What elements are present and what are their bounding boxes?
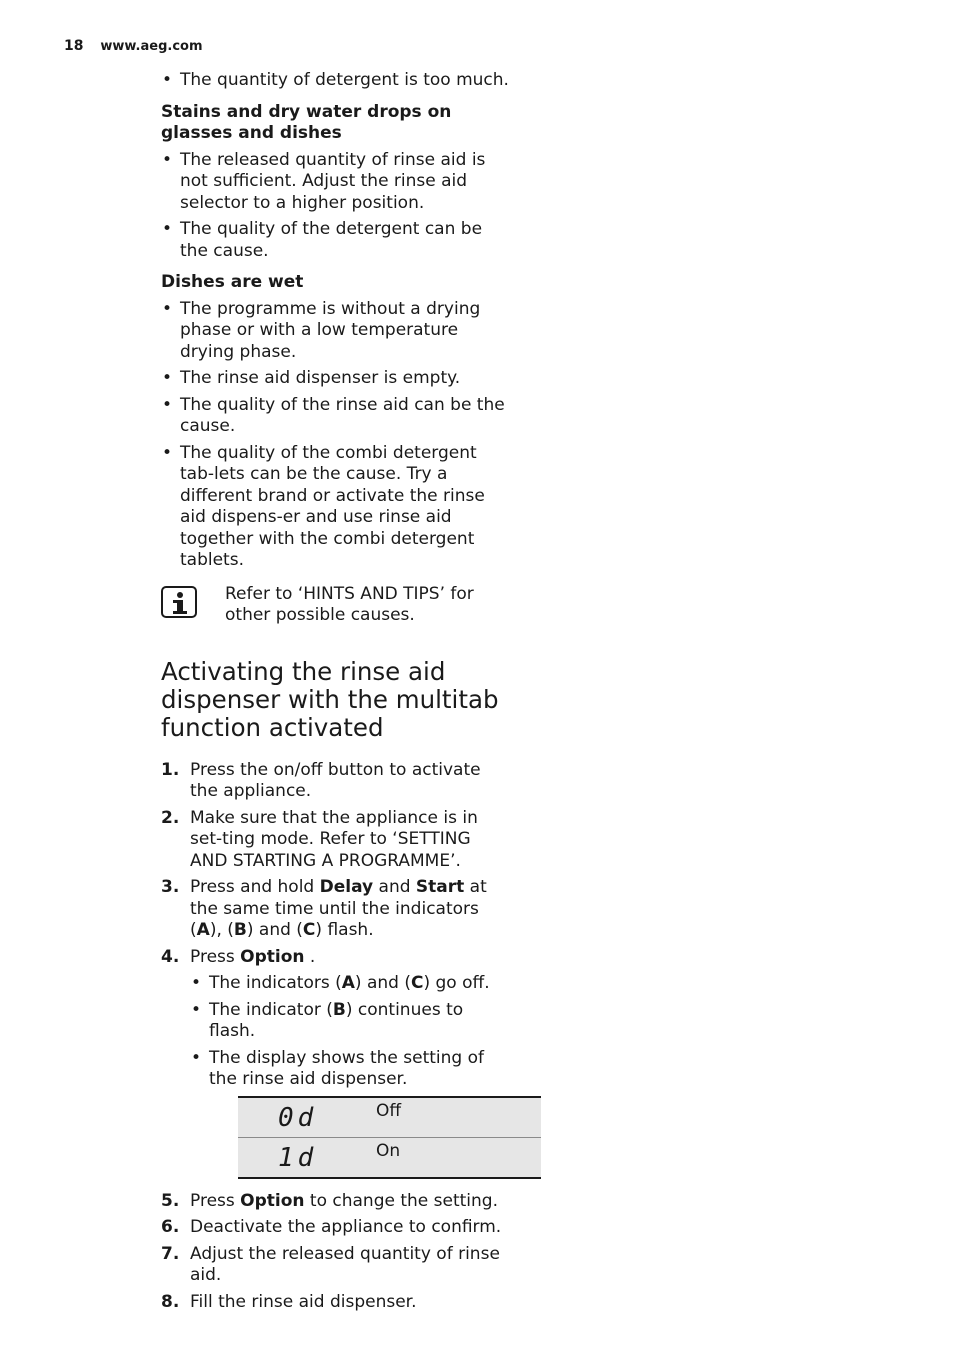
text: Press [190, 1190, 241, 1211]
list-item [190, 1000, 511, 1043]
step-number: 6. [161, 1217, 180, 1237]
step-4-sublist [190, 973, 511, 1091]
intro-list [161, 70, 511, 92]
step-text: Fill the rinse aid dispenser. [190, 1291, 417, 1312]
list-item: • The rinse aid dispenser is empty. [161, 368, 511, 390]
step-number: 8. [161, 1291, 180, 1312]
section-list [161, 299, 511, 572]
indicator-a: A [196, 920, 210, 940]
list-item: • The programme is without a drying phase or with a low temperature drying phase. [161, 299, 511, 364]
website-link[interactable]: www.aeg.com [100, 39, 203, 54]
step-5 [161, 1191, 511, 1213]
step-number: 1. [161, 759, 180, 780]
list-item: • The quality of the rinse aid can be the cause. [161, 395, 511, 438]
step-text: Make sure that the appliance is in set-ting mode. Refer to ‘SETTING AND STARTING A PROGRAMME’. [190, 807, 478, 871]
list-item: • The released quantity of rinse aid is not sufficient. Adjust the rinse aid selector to a higher position. [161, 150, 511, 215]
start-button-label: Start [415, 877, 465, 897]
section-title: Stains and dry water drops on glasses and dishes [161, 101, 452, 143]
text: Press and hold [190, 877, 320, 897]
step-4 [161, 947, 511, 1179]
text: . [304, 946, 316, 967]
text: ) go off. [423, 973, 490, 993]
steps-list [161, 760, 511, 1314]
display-code: 0d [278, 1102, 318, 1133]
info-note [161, 584, 511, 632]
text: Press [190, 946, 241, 967]
step-1 [161, 760, 511, 803]
text: The indicators ( [209, 973, 342, 993]
step-6 [161, 1217, 511, 1239]
step-number: 3. [161, 877, 180, 897]
section-title: Dishes are wet [161, 272, 304, 292]
text: ) and ( [246, 920, 303, 940]
list-item [190, 973, 511, 995]
table-row [238, 1137, 541, 1177]
text: to change the setting. [304, 1190, 498, 1211]
section-stains [161, 102, 511, 263]
step-text [190, 877, 487, 940]
text: ) and ( [354, 973, 411, 993]
section-dishes-wet [161, 272, 511, 572]
text: ) continues to flash. [209, 999, 464, 1041]
indicator-c: C [410, 973, 424, 993]
info-icon [161, 586, 197, 618]
text: The indicator ( [209, 999, 333, 1020]
list-item: • The display shows the setting of the rinse aid dispenser. [190, 1048, 511, 1091]
list-item: • The quality of the combi detergent tab-lets can be the cause. Try a different brand or activate the rinse aid dispens-er and use rinse aid together with the combi detergent tablets. [161, 443, 511, 572]
page-number: 18 [64, 38, 84, 54]
step-number: 5. [161, 1190, 180, 1211]
indicator-a: A [341, 973, 355, 993]
list-item: • The quantity of detergent is too much. [161, 70, 511, 92]
step-7 [161, 1244, 511, 1287]
step-number: 7. [161, 1243, 180, 1264]
step-number: 4. [161, 946, 180, 967]
text: and [373, 877, 416, 897]
step-2 [161, 808, 511, 873]
step-text: Adjust the released quantity of rinse aid. [190, 1243, 500, 1285]
setting-label: Off [376, 1100, 402, 1121]
text: at the same time until the indicators ( [190, 877, 487, 940]
text: ) flash. [315, 920, 374, 940]
text: ), ( [209, 920, 234, 940]
option-button-label: Option [240, 1190, 305, 1211]
list-item: • The quality of the detergent can be the cause. [161, 219, 511, 262]
page-header [64, 38, 203, 54]
step-text: Press the on/off button to activate the appliance. [190, 759, 481, 801]
table-row [238, 1098, 541, 1137]
setting-label: On [376, 1140, 401, 1161]
step-8 [161, 1292, 511, 1314]
indicator-c: C [302, 920, 316, 940]
option-button-label: Option [240, 946, 305, 967]
step-3 [161, 877, 511, 942]
step-text: Deactivate the appliance to confirm. [190, 1217, 502, 1237]
section-list [161, 150, 511, 263]
indicator-b: B [233, 920, 247, 940]
delay-button-label: Delay [319, 877, 374, 897]
display-code: 1d [278, 1142, 318, 1173]
display-settings-table [238, 1096, 541, 1179]
step-text [190, 1191, 498, 1211]
step-number: 2. [161, 807, 180, 828]
note-text: Refer to ‘HINTS AND TIPS’ for other possible causes. [225, 583, 474, 625]
section-heading: Activating the rinse aid dispenser with the multitab function activated [161, 656, 499, 742]
indicator-b: B [332, 999, 346, 1020]
content-column [161, 70, 511, 1318]
step-text [190, 947, 315, 967]
